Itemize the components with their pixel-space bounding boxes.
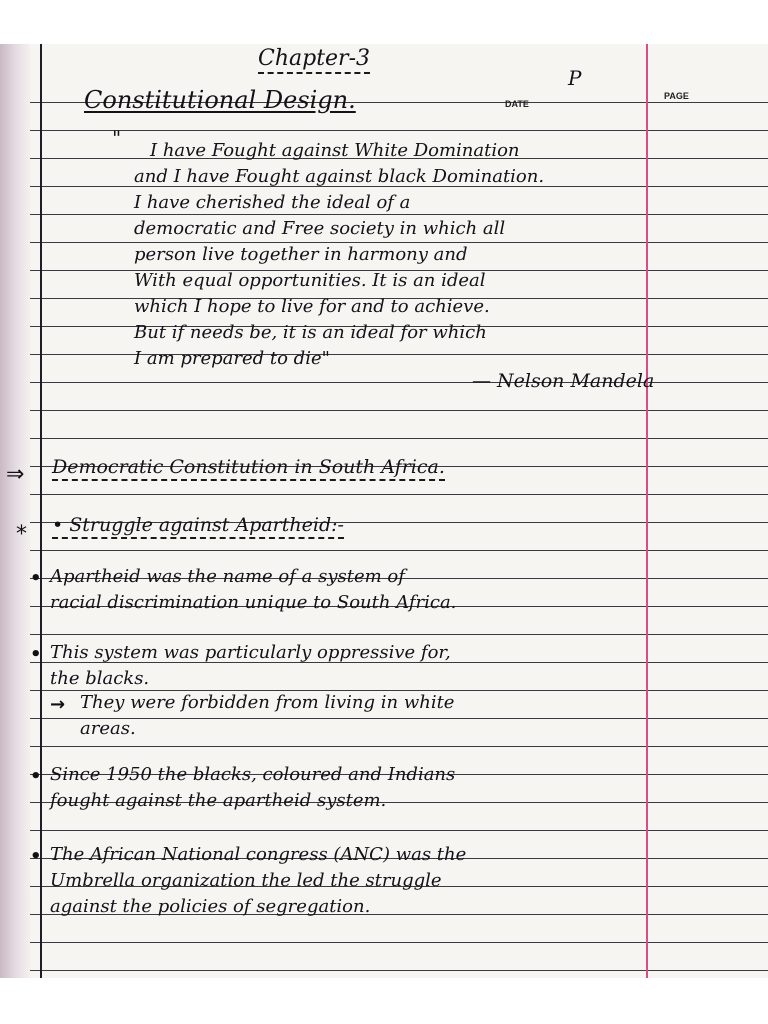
ruled-line [30,718,768,719]
ruled-line [30,130,768,131]
bullet-text-line: the blacks. [50,668,150,689]
quote-line: person live together in harmony and [134,244,468,265]
bullet-marker: • [30,846,42,867]
bullet-marker: • [30,644,42,665]
star-marker: * [16,522,27,547]
ruled-line [30,382,768,383]
bullet-text-line: racial discrimination unique to South Africa. [50,592,457,613]
ruled-line [30,942,768,943]
ruled-line [30,550,768,551]
left-margin-line [40,44,42,978]
date-label: DATE [505,99,529,109]
bullet-marker: • [30,568,42,589]
bullet-text-line: Umbrella organization the led the struggle [50,870,442,891]
page-mark: P [568,66,582,90]
quote-line: With equal opportunities. It is an ideal [134,270,486,291]
ruled-line [30,970,768,971]
bullet-text-line: They were forbidden from living in white [80,692,455,713]
quote-line: democratic and Free society in which all [134,218,506,239]
page-binding [0,44,30,978]
ruled-line [30,438,768,439]
ruled-line [30,410,768,411]
bullet-text-line: Since 1950 the blacks, coloured and Indians [50,764,456,785]
ruled-line [30,830,768,831]
bullet-text-line: This system was particularly oppressive for, [50,642,451,663]
quote-line: and I have Fought against black Domination. [134,166,545,187]
bullet-text-line: against the policies of segregation. [50,896,371,917]
quote-line: I am prepared to die" [134,348,330,369]
page-title: Constitutional Design. [84,86,356,114]
quote-author: — Nelson Mandela [472,370,655,392]
ruled-line [30,494,768,495]
quote-line: But if needs be, it is an ideal for which [134,322,487,343]
right-margin-line [646,44,648,978]
ruled-line [30,746,768,747]
sub-arrow-marker: → [50,694,66,715]
bullet-text-line: areas. [80,718,136,739]
notebook-page [0,44,768,978]
ruled-line [30,214,768,215]
ruled-line [30,242,768,243]
quote-open-mark: " [112,126,122,150]
quote-line: I have Fought against White Domination [150,140,520,161]
chapter-heading: Chapter-3 [258,46,370,74]
ruled-line [30,634,768,635]
bullet-text-line: The African National congress (ANC) was the [50,844,467,865]
quote-line: I have cherished the ideal of a [134,192,411,213]
bullet-marker: • [30,766,42,787]
quote-line: which I hope to live for and to achieve. [134,296,490,317]
page-label: PAGE [664,91,689,101]
bullet-text-line: fought against the apartheid system. [50,790,387,811]
subheading: • Struggle against Apartheid:- [52,514,344,539]
bullet-text-line: Apartheid was the name of a system of [50,566,405,587]
ruled-line [30,690,768,691]
section-heading: Democratic Constitution in South Africa. [52,456,445,481]
arrow-marker: ⇒ [6,462,25,487]
